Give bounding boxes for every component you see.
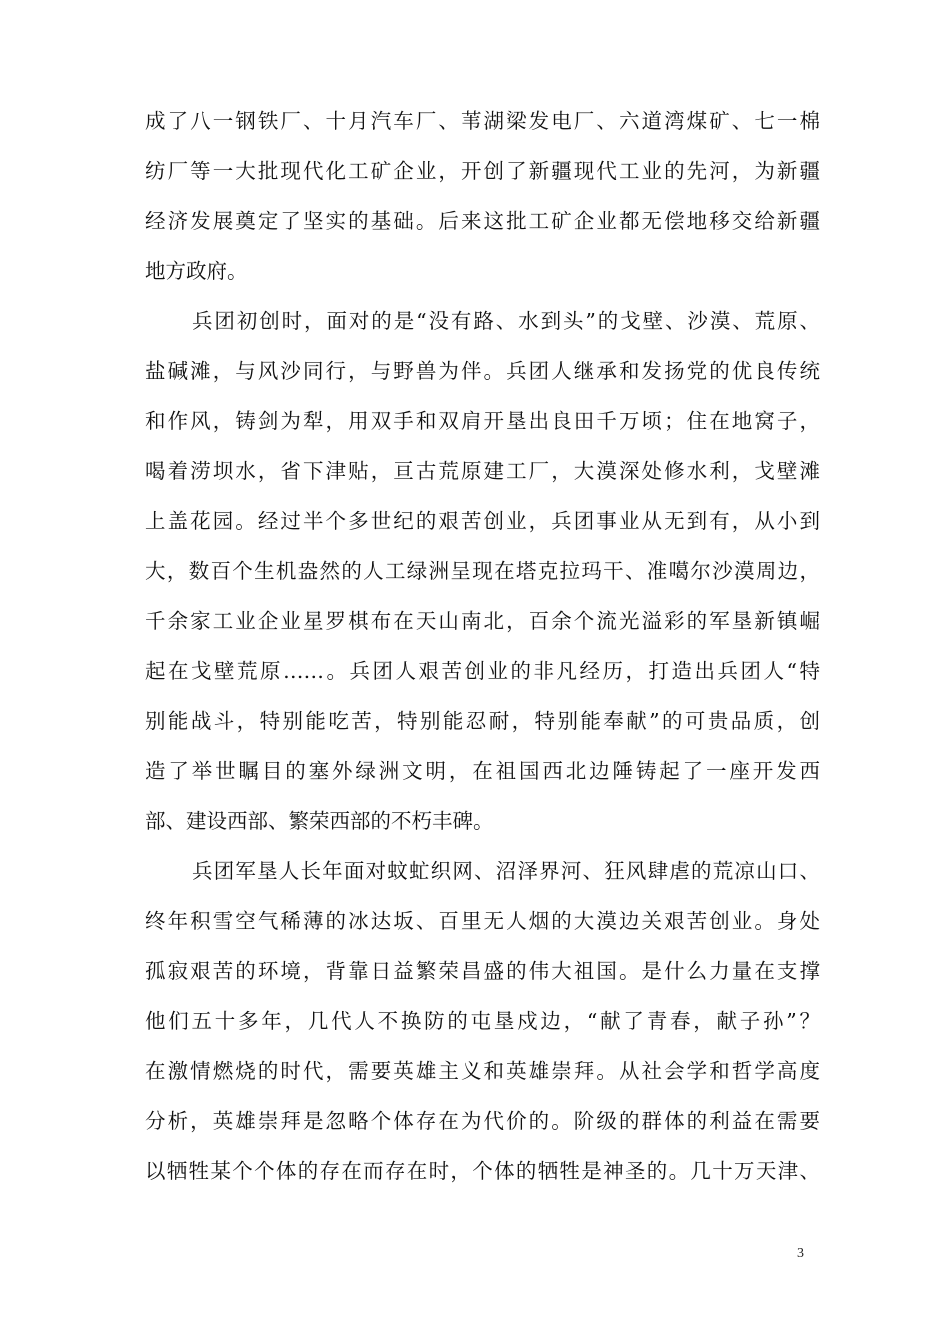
paragraph-start-line: 兵团军垦人长年面对蚊虻织网、沼泽界河、狂风肆虐的荒凉山口、 bbox=[192, 859, 820, 883]
text-line: 喝着涝坝水，省下津贴，亘古荒原建工厂，大漠深处修水利，戈壁滩 bbox=[145, 459, 820, 483]
text-line: 以牺牲某个个体的存在而存在时，个体的牺牲是神圣的。几十万天津、 bbox=[145, 1159, 820, 1183]
page-number: 3 bbox=[797, 1246, 804, 1261]
text-line: 和作风，铸剑为犁，用双手和双肩开垦出良田千万顷；住在地窝子， bbox=[145, 409, 820, 433]
text-line: 别能战斗，特别能吃苦，特别能忍耐，特别能奉献”的可贵品质，创 bbox=[145, 709, 820, 733]
text-line: 盐碱滩，与风沙同行，与野兽为伴。兵团人继承和发扬党的优良传统 bbox=[145, 359, 820, 383]
text-line: 他们五十多年，几代人不换防的屯垦戍边，“献了青春，献子孙”？ bbox=[145, 1009, 820, 1033]
text-line: 千余家工业企业星罗棋布在天山南北，百余个流光溢彩的军垦新镇崛 bbox=[145, 609, 820, 633]
paragraph-start-line: 兵团初创时，面对的是“没有路、水到头”的戈壁、沙漠、荒原、 bbox=[192, 309, 820, 333]
text-line: 孤寂艰苦的环境，背靠日益繁荣昌盛的伟大祖国。是什么力量在支撑 bbox=[145, 959, 820, 983]
paragraph-end-line: 地方政府。 bbox=[145, 259, 248, 283]
text-line: 大，数百个生机盎然的人工绿洲呈现在塔克拉玛干、准噶尔沙漠周边， bbox=[145, 559, 820, 583]
text-line: 纺厂等一大批现代化工矿企业，开创了新疆现代工业的先河，为新疆 bbox=[145, 159, 820, 183]
text-line: 成了八一钢铁厂、十月汽车厂、苇湖梁发电厂、六道湾煤矿、七一棉 bbox=[145, 109, 820, 133]
text-line: 分析，英雄崇拜是忽略个体存在为代价的。阶级的群体的利益在需要 bbox=[145, 1109, 820, 1133]
text-line: 上盖花园。经过半个多世纪的艰苦创业，兵团事业从无到有，从小到 bbox=[145, 509, 820, 533]
text-line: 起在戈壁荒原……。兵团人艰苦创业的非凡经历，打造出兵团人“特 bbox=[145, 659, 820, 683]
body-text bbox=[145, 96, 820, 1196]
paragraph-end-line: 部、建设西部、繁荣西部的不朽丰碑。 bbox=[145, 809, 494, 833]
text-line: 造了举世瞩目的塞外绿洲文明，在祖国西北边陲铸起了一座开发西 bbox=[145, 759, 820, 783]
text-line: 终年积雪空气稀薄的冰达坂、百里无人烟的大漠边关艰苦创业。身处 bbox=[145, 909, 820, 933]
text-line: 经济发展奠定了坚实的基础。后来这批工矿企业都无偿地移交给新疆 bbox=[145, 209, 820, 233]
text-line: 在激情燃烧的时代，需要英雄主义和英雄崇拜。从社会学和哲学高度 bbox=[145, 1059, 820, 1083]
